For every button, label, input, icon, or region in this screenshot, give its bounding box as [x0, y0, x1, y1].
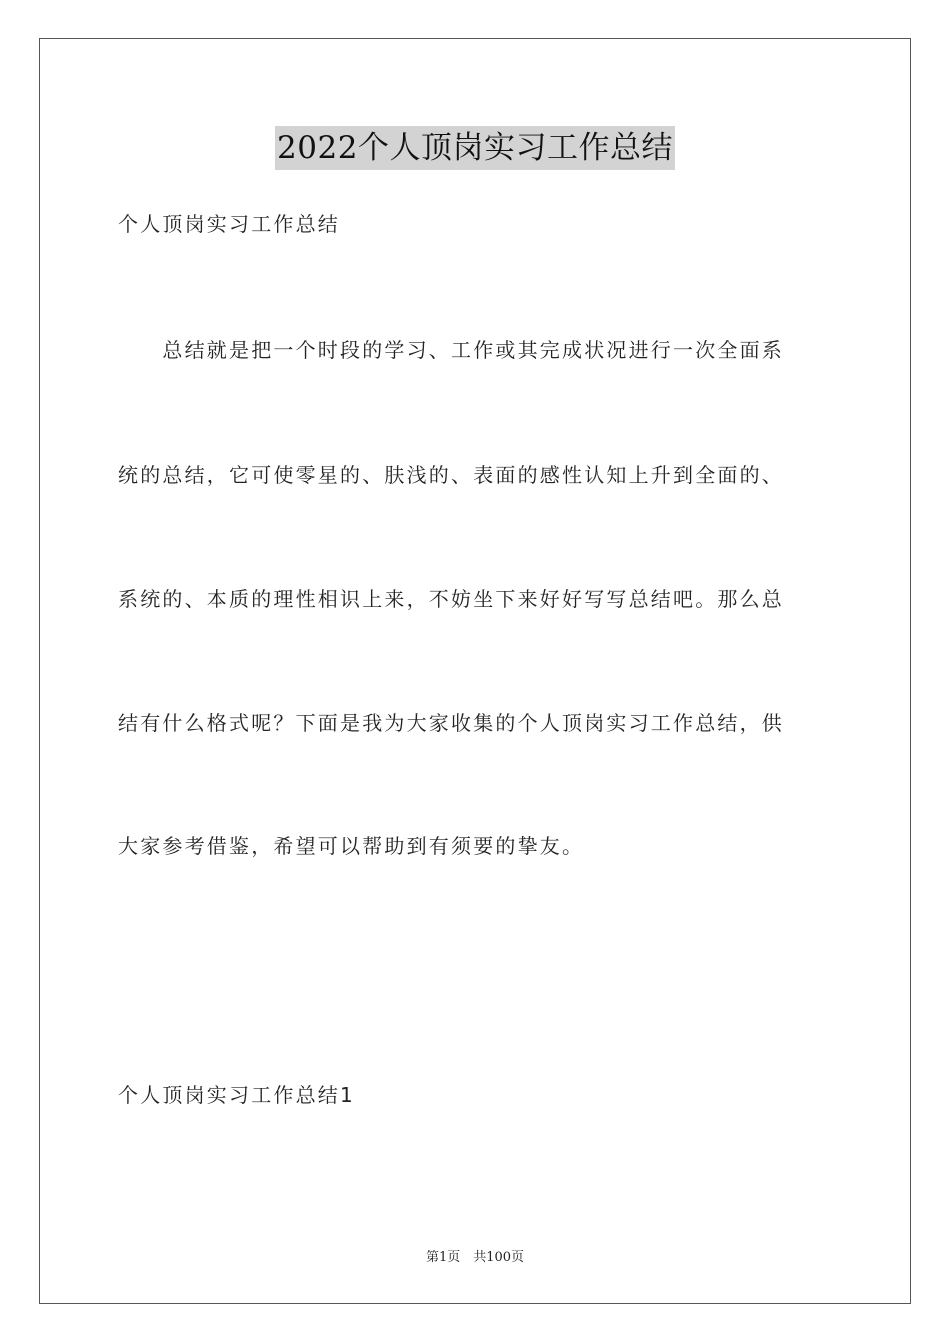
- document-title-text: 2022个人顶岗实习工作总结: [275, 126, 675, 170]
- intro-line-5: 大家参考借鉴，希望可以帮助到有须要的挚友。: [118, 834, 585, 858]
- intro-line-4: 结有什么格式呢？下面是我为大家收集的个人顶岗实习工作总结，供: [118, 711, 784, 735]
- intro-line-3: 系统的、本质的理性相识上来，不妨坐下来好好写写总结吧。那么总: [118, 587, 784, 611]
- document-subtitle: 个人顶岗实习工作总结: [118, 212, 340, 236]
- page-footer: 第1页 共100页: [425, 1250, 525, 1265]
- intro-line-1: 总结就是把一个时段的学习、工作或其完成状况进行一次全面系: [118, 338, 784, 362]
- section-heading: 个人顶岗实习工作总结1: [118, 1083, 355, 1107]
- intro-line-2: 统的总结，它可使零星的、肤浅的、表面的感性认知上升到全面的、: [118, 463, 784, 487]
- document-title: [0, 126, 950, 175]
